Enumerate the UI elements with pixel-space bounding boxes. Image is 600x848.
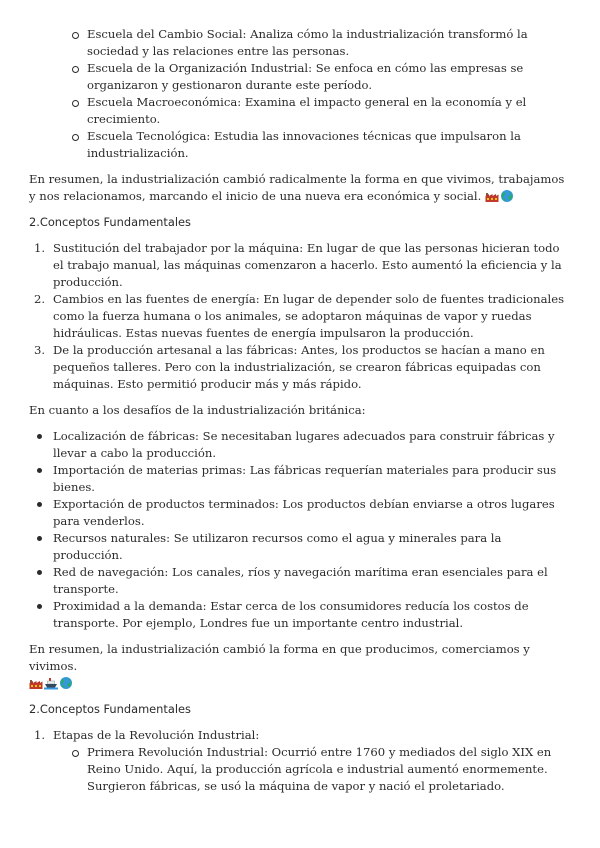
globe-emoji xyxy=(59,676,73,690)
section-heading-2: 2.Conceptos Fundamentales xyxy=(29,702,191,716)
challenges-intro: En cuanto a los desafíos de la industrialización británica: xyxy=(29,403,366,417)
list-item xyxy=(29,240,570,291)
item-number: 1. xyxy=(34,728,46,742)
stages-sublist xyxy=(70,744,570,795)
emoji-group xyxy=(485,189,514,203)
summary-text: En resumen, la industrialización cambió la forma en que producimos, comerciamos y vivimos. xyxy=(29,642,530,673)
section-heading-1: 2.Conceptos Fundamentales xyxy=(29,215,191,229)
item-number: 2. xyxy=(34,292,46,306)
ship-emoji xyxy=(44,676,58,690)
item-number: 3. xyxy=(34,343,46,357)
list-item: Importación de materias primas: Las fábricas requerían materiales para producir sus bienes. xyxy=(29,462,570,496)
factory-emoji xyxy=(29,676,43,690)
list-item: Escuela Tecnológica: Estudia las innovaciones técnicas que impulsaron la industrialización. xyxy=(70,128,570,162)
item-text: Sustitución del trabajador por la máquina: En lugar de que las personas hicieran todo el trabajo manual, las máquinas comenzaron a hacerlo. Esto aumentó la eficiencia y la producción. xyxy=(53,241,562,289)
factory-emoji xyxy=(485,189,499,203)
summary-paragraph-2 xyxy=(29,641,570,692)
list-item: Proximidad a la demanda: Estar cerca de los consumidores reducía los costos de transporte. Por ejemplo, Londres fue un importante centro industrial. xyxy=(29,598,570,632)
list-item: Exportación de productos terminados: Los productos debían enviarse a otros lugares para venderlos. xyxy=(29,496,570,530)
summary-paragraph-1 xyxy=(29,171,570,205)
list-item xyxy=(29,291,570,342)
emoji-group xyxy=(29,676,73,690)
list-item: Red de navegación: Los canales, ríos y navegación marítima eran esenciales para el transporte. xyxy=(29,564,570,598)
summary-text: En resumen, la industrialización cambió radicalmente la forma en que vivimos, trabajamos y nos relacionamos, marcando el inicio de una nueva era económica y social. xyxy=(29,172,565,203)
challenges-list xyxy=(29,428,570,632)
stages-list xyxy=(29,727,570,795)
item-text: Cambios en las fuentes de energía: En lugar de depender solo de fuentes tradicionales como la fuerza humana o los animales, se adoptaron máquinas de vapor y ruedas hidráulicas. Estas nuevas fuentes de energía impulsaron la producción. xyxy=(53,292,565,340)
list-item: Escuela del Cambio Social: Analiza cómo la industrialización transformó la sociedad y las relaciones entre las personas. xyxy=(70,26,570,60)
list-item: Primera Revolución Industrial: Ocurrió entre 1760 y mediados del siglo XIX en Reino Unido. Aquí, la producción agrícola e industrial aumentó enormemente. Surgieron fábricas, se usó la máquina de vapor y nació el proletariado. xyxy=(70,744,570,795)
item-text: De la producción artesanal a las fábricas: Antes, los productos se hacían a mano en pequeños talleres. Pero con la industrialización, se crearon fábricas equipadas con máquinas. Esto permitió producir más y más rápido. xyxy=(53,343,545,391)
list-item xyxy=(29,727,570,795)
item-number: 1. xyxy=(34,241,46,255)
list-item: Localización de fábricas: Se necesitaban lugares adecuados para construir fábricas y llevar a cabo la producción. xyxy=(29,428,570,462)
globe-emoji xyxy=(500,189,514,203)
list-item: Escuela Macroeconómica: Examina el impacto general en la economía y el crecimiento. xyxy=(70,94,570,128)
item-text: Etapas de la Revolución Industrial: xyxy=(53,728,260,742)
list-item: Recursos naturales: Se utilizaron recursos como el agua y minerales para la producción. xyxy=(29,530,570,564)
list-item: Escuela de la Organización Industrial: Se enfoca en cómo las empresas se organizaron y gestionaron durante este período. xyxy=(70,60,570,94)
list-item xyxy=(29,342,570,393)
concepts-list xyxy=(29,240,570,393)
top-sublist xyxy=(70,26,570,162)
